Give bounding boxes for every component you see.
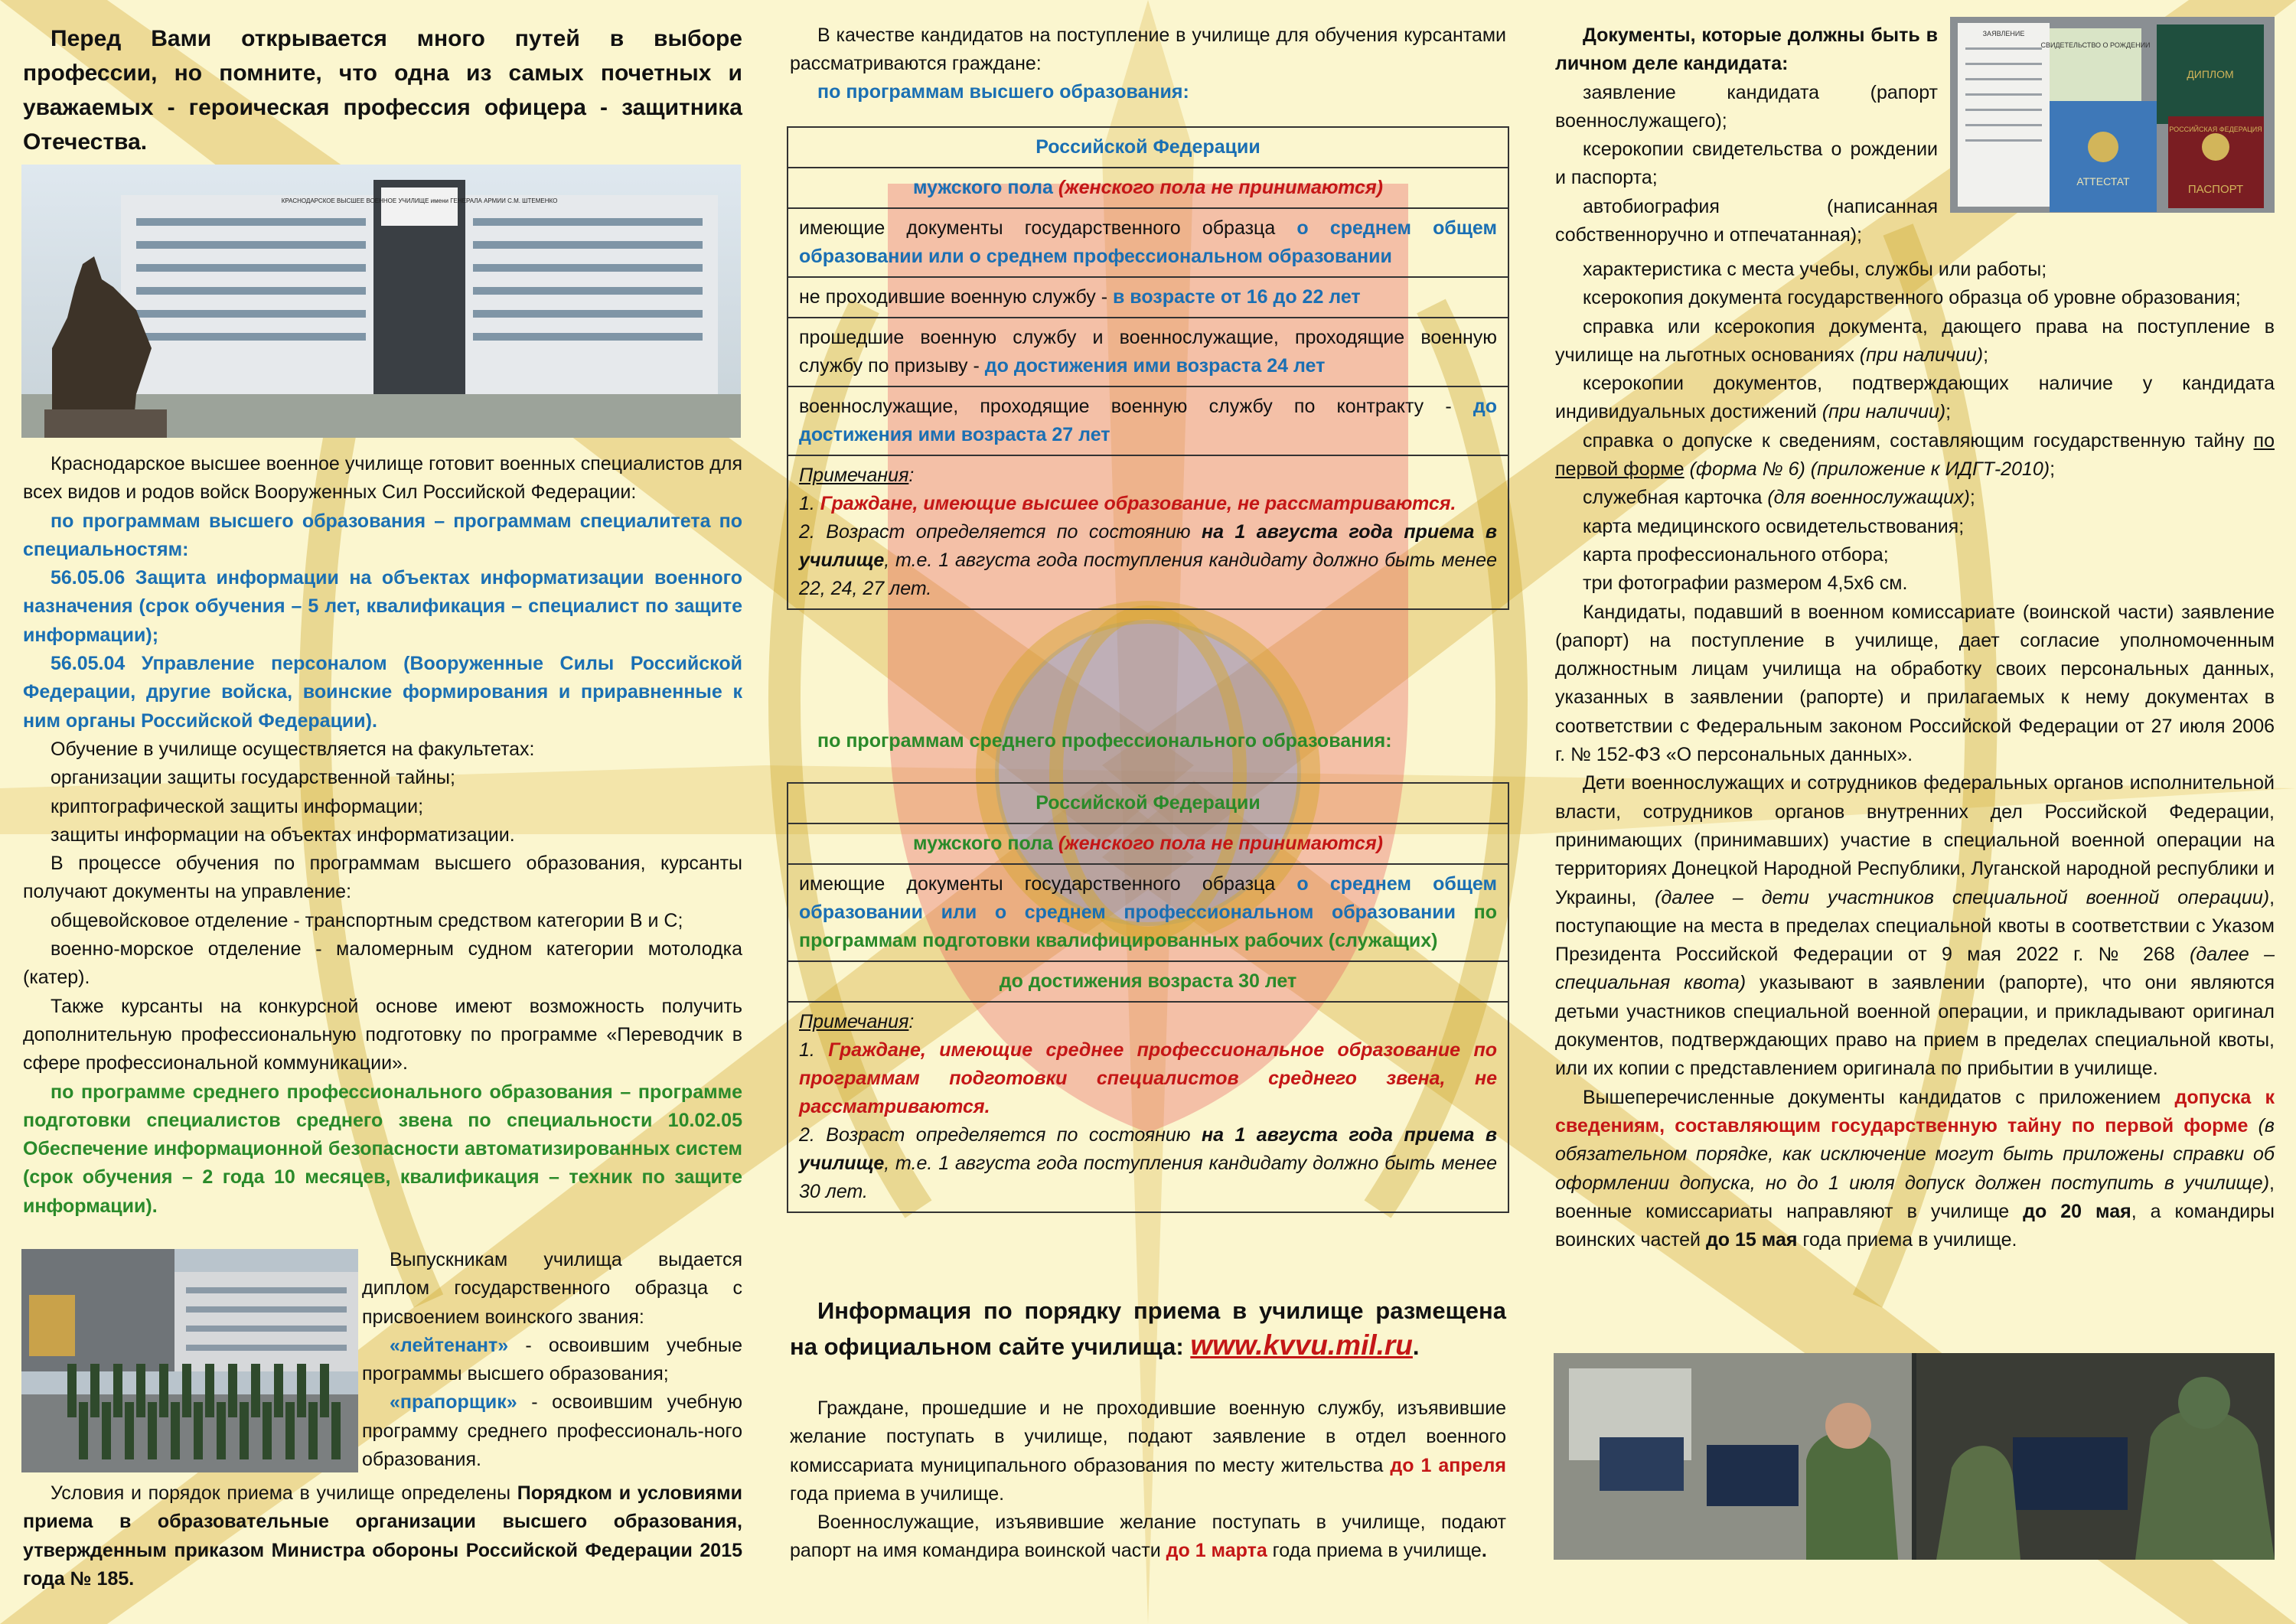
- text-run: до достижения ими возраста 24 лет: [984, 355, 1326, 377]
- text-run: о среднем общем образовании или о среднем профессиональном образовании: [799, 873, 1497, 923]
- deadline-april: до 1 апреля: [1390, 1454, 1506, 1476]
- text-run: на 1 августа года приема в училище: [799, 1124, 1497, 1174]
- text-run: Информация по порядку приема в училище размещена на официальном сайте училища:: [790, 1297, 1506, 1360]
- text-run: Условия и порядок приема в училище определены: [51, 1482, 517, 1504]
- table-row: [788, 387, 1508, 456]
- document-item: [1555, 313, 2275, 370]
- text-run: (форма № 6) (приложение к ИДГТ-2010): [1684, 458, 2050, 481]
- text-run: мужского пола: [912, 177, 1058, 198]
- text-run: года приема в училище.: [1797, 1229, 2017, 1251]
- text-run: военнослужащие, проходящие военную службу по контракту -: [799, 396, 1473, 417]
- notes-title: Примечания: [799, 465, 909, 486]
- deadline-march: до 1 марта: [1166, 1540, 1267, 1562]
- secondary-ed-label: по программам среднего профессионального образования:: [817, 730, 1392, 752]
- text-run: 2. Возраст определяется по состоянию: [799, 521, 1202, 543]
- paragraph: военно-морское отделение - маломерным судном категории мотолодка (катер).: [23, 938, 742, 989]
- text-run: года приема в училище: [1267, 1540, 1482, 1562]
- website-info: [790, 1293, 1506, 1364]
- candidates-intro: [790, 21, 1506, 106]
- rank-description: - освоившим учебную программу среднего профессиональ-ного образования.: [362, 1391, 742, 1471]
- center-panel: [765, 0, 1531, 1624]
- paragraph: В качестве кандидатов на поступление в училище для обучения курсантами рассматриваются граждане:: [790, 24, 1506, 74]
- text-run: (в обязательном порядке, как исключение могут быть приложены справки об оформлении допуска, но до 1 июля допуск должен поступить в училище): [1555, 1114, 2275, 1194]
- flag-emblem: [29, 1295, 75, 1356]
- secondary-ed-requirements-table: [787, 782, 1509, 1213]
- coat-of-arms-icon: [2202, 133, 2229, 161]
- text-run: Граждане, прошедшие и не проходившие военную службу, изъявившие желание поступать в училище, подают заявление в отдел военного комиссариата муниципального образования по месту жительства: [790, 1397, 1506, 1476]
- application-deadlines: [790, 1394, 1506, 1566]
- table-row: [788, 168, 1508, 209]
- documents-photo: [1950, 17, 2275, 213]
- text-run: (для военнослужащих): [1767, 487, 1970, 509]
- text-run: , а командиры воинских частей: [1555, 1200, 2275, 1251]
- text-run: справка о допуске к сведениям, составляющим государственную тайну: [1583, 429, 2254, 452]
- document-item: карта медицинского освидетельствования;: [1583, 515, 1965, 537]
- text-run: 2. Возраст определяется по состоянию: [799, 1124, 1202, 1146]
- document-item: карта профессионального отбора;: [1583, 543, 1889, 566]
- text-run: справка или ксерокопия документа, дающего права на поступление в училище на льготных основаниях: [1555, 315, 2275, 366]
- monitor-icon: [1600, 1437, 1684, 1491]
- table-notes: Примечания: 1. Граждане, имеющие высшее образование, не рассматриваются. 2. Возраст определяется по состоянию на 1 августа года приема в училище, т.е. 1 августа года поступления кандидату должно быть менее 22, 24, 27 лет.: [799, 465, 1497, 599]
- table-row: Российской Федерации: [788, 128, 1508, 168]
- text-run: Граждане, имеющие среднее профессиональное образование по программам подготовки специалистов среднего звена, не рассматриваются.: [799, 1039, 1497, 1117]
- text-run: , т.е. 1 августа года поступления кандидату должно быть менее 30 лет.: [799, 1153, 1497, 1202]
- doc-label-russian-federation: РОССИЙСКАЯ ФЕДЕРАЦИЯ: [2169, 126, 2262, 133]
- required-documents-head: [1555, 21, 1938, 249]
- computer-class-photo: [1554, 1353, 2275, 1560]
- text-run: (при наличии): [1859, 344, 1984, 366]
- text-run: (далее – специальная квота): [1555, 944, 2275, 994]
- text-run: указывают в заявлении (рапорте), что они являются детьми участников специальной военной операции, и прикладывают оригинал документов, подтверждающих право на прием в пределах специальной квоты, или их копии с представлением оригинала по прибытии в училище.: [1555, 972, 2275, 1080]
- table-row: Российской Федерации: [788, 784, 1508, 824]
- table-row: [788, 318, 1508, 387]
- table-row: [788, 209, 1508, 278]
- document-item: заявление кандидата (рапорт военнослужащего);: [1555, 81, 1938, 132]
- text-run: на 1 августа года приема в училище: [799, 521, 1497, 571]
- document-item: ксерокопии свидетельства о рождении и паспорта;: [1555, 139, 1938, 189]
- text-run: , т.е. 1 августа года поступления кандидату должно быть менее 22, 24, 27 лет.: [799, 549, 1497, 599]
- text-run: (при наличии): [1821, 401, 1946, 423]
- building-sign: КРАСНОДАРСКОЕ ВЫСШЕЕ ВОЕННОЕ УЧИЛИЩЕ имени ГЕНЕРАЛА АРМИИ С.М. ШТЕМЕНКО: [281, 197, 558, 204]
- paragraph: Кандидаты, подавший в военном комиссариате (воинской части) заявление (рапорт) на поступление в училище, дает согласие уполномоченным должностным лицам училища на обработку своих персональных данных, указанных в заявлении (рапорте) и прилагаемых к нему документах в соответствии с Федеральным законом Российской Федерации от 27 июля 2006 г. № 152-ФЗ «О персональных данных».: [1555, 601, 2275, 766]
- doc-label-certificate: АТТЕСТАТ: [2076, 175, 2130, 188]
- monitor-icon: [1707, 1445, 1799, 1506]
- rank-lieutenant: «лейтенант»: [390, 1334, 509, 1356]
- faculty-item: организации защиты государственной тайны;: [51, 767, 455, 789]
- table-row: [788, 865, 1508, 962]
- monitor-icon: [2013, 1437, 2128, 1510]
- secondary-ed-specialty: по программе среднего профессионального образования – программе подготовки специалистов среднего звена по специальности 10.02.05 Обеспечение информационной безопасности автоматизированных систем (срок обучения – 2 года 10 месяцев, квалификация – техник по защите информации).: [23, 1081, 742, 1217]
- paragraph: [1555, 769, 2275, 1083]
- text-run: ;: [2050, 458, 2056, 481]
- rank-warrant-officer: «прапорщик»: [390, 1391, 517, 1414]
- text-run: ;: [1969, 487, 1975, 509]
- higher-ed-heading: по программам высшего образования – программам специалитета по специальностям:: [23, 510, 742, 560]
- text-run: имеющие документы государственного образца: [799, 217, 1297, 239]
- text-run: 1.: [799, 493, 820, 514]
- coat-of-arms-icon: [2088, 132, 2118, 162]
- paragraph: общевойсковое отделение - транспортным средством категории В и С;: [51, 909, 683, 931]
- website-link[interactable]: www.kvvu.mil.ru: [1190, 1329, 1413, 1361]
- order-reference: Порядком и условиями приема в образовательные организации высшего образования, утвержденным приказом Министра обороны Российской Федерации 2015 года № 185.: [23, 1482, 742, 1590]
- rank-description: - освоившим учебные программы высшего образования;: [362, 1334, 742, 1385]
- text-run: 1.: [799, 1039, 829, 1061]
- text-run: Дети военнослужащих и сотрудников федеральных органов исполнительной власти, сотрудников органов внутренних дел Российской Федерации, принимающих (принимавших) участие в специальной военной операции на территориях Донецкой Народной Республики, Луганской народной республики и Украины,: [1555, 772, 2275, 908]
- table-row: [788, 278, 1508, 318]
- paragraph: Выпускникам училища выдается диплом государственного образца с присвоением воинского звания:: [362, 1249, 742, 1328]
- documents-title: Документы, которые должны быть в личном деле кандидата:: [1555, 24, 1938, 75]
- faculty-item: криптографической защиты информации;: [51, 795, 424, 817]
- text-run: допуска к сведениям, составляющим государственную тайну по первой форме: [1555, 1086, 2275, 1136]
- specialty-56-05-04: 56.05.04 Управление персоналом (Вооруженные Силы Российской Федерации, другие войска, воинские формирования и приравненные к ним органы Российской Федерации).: [23, 653, 742, 732]
- deadline-may-20: до 20 мая: [2023, 1200, 2131, 1222]
- text-run: до достижения ими возраста 27 лет: [799, 396, 1497, 445]
- required-documents-list: [1555, 256, 2275, 1254]
- text-run: мужского пола: [912, 833, 1058, 854]
- doc-label-application: ЗАЯВЛЕНИЕ: [1982, 30, 2025, 38]
- table-row: до достижения возраста 30 лет: [788, 962, 1508, 1003]
- higher-ed-label: по программам высшего образования:: [817, 81, 1189, 103]
- document-item: характеристика с места учебы, службы или работы;: [1583, 259, 2047, 280]
- text-run: не проходившие военную службу -: [799, 286, 1113, 308]
- text-run: (женского пола не принимаются): [1058, 177, 1384, 198]
- text-run: имеющие документы государственного образца: [799, 873, 1297, 895]
- doc-label-diploma: ДИПЛОМ: [2187, 68, 2234, 80]
- text-run: Граждане, имеющие высшее образование, не рассматриваются.: [820, 493, 1456, 514]
- higher-ed-requirements-table: [787, 126, 1509, 610]
- text-run: о среднем общем образовании или о среднем профессиональном образовании: [799, 217, 1497, 267]
- graduate-ranks: [362, 1246, 742, 1474]
- building-photo: [21, 165, 741, 438]
- paragraph: В процессе обучения по программам высшего образования, курсанты получают документы на управление:: [23, 853, 742, 903]
- text-run: .: [1412, 1333, 1420, 1360]
- text-run: по программам подготовки квалифицированных рабочих (служащих): [799, 902, 1497, 951]
- text-run: (далее – дети участников специальной военной операции): [1655, 886, 2270, 908]
- document-item: [1555, 370, 2275, 427]
- doc-label-passport: ПАСПОРТ: [2187, 183, 2244, 196]
- document-item: [1555, 484, 2275, 512]
- deadline-may-15: до 15 мая: [1705, 1229, 1798, 1251]
- document-item: [1555, 427, 2275, 484]
- intro-heading: Перед Вами открывается много путей в выборе профессии, но помните, что одна из самых почетных и уважаемых - героическая профессия офицера - защитника Отечества.: [23, 26, 742, 155]
- notes-title: Примечания: [799, 1011, 909, 1032]
- text-run: Военнослужащие, изъявившие желание поступать в училище, подают рапорт на имя командира воинской части: [790, 1511, 1506, 1562]
- text-run: года приема в училище.: [790, 1482, 1005, 1505]
- faculty-item: защиты информации на объектах информатизации.: [51, 823, 515, 846]
- text-run: в возрасте от 16 до 22 лет: [1112, 286, 1361, 308]
- table-notes: Примечания: 1. Граждане, имеющие среднее профессиональное образование по программам подготовки специалистов среднего звена, не рассматриваются. 2. Возраст определяется по состоянию на 1 августа года приема в училище, т.е. 1 августа года поступления кандидату должно быть менее 30 лет.: [799, 1011, 1497, 1202]
- text-run: ксерокопии документов, подтверждающих наличие у кандидата индивидуальных достижений: [1555, 373, 2275, 423]
- document-item: три фотографии размером 4,5х6 см.: [1583, 572, 1908, 595]
- paragraph: Также курсанты на конкурсной основе имеют возможность получить дополнительную профессиональную подготовку по программе «Переводчик в сфере профессиональной коммуникации».: [23, 995, 742, 1075]
- paragraph: Обучение в училище осуществляется на факультетах:: [51, 738, 535, 760]
- text-run: по первой форме: [1555, 429, 2275, 481]
- text-run: прошедшие военную службу и военнослужащие, проходящие военную службу по призыву -: [799, 327, 1497, 377]
- document-item: автобиография (написанная собственноручно и отпечатанная);: [1555, 195, 1938, 246]
- doc-label-birth-cert: СВИДЕТЕЛЬСТВО О РОЖДЕНИИ: [2040, 41, 2151, 49]
- text-run: ;: [1983, 344, 1989, 366]
- text-run: служебная карточка: [1583, 487, 1768, 509]
- text-run: , поступающие на места в пределах специальной квоты в соответствии с Указом Президента Российской Федерации от 9 мая 2022 г. № 268: [1555, 886, 2275, 966]
- text-run: .: [1481, 1540, 1487, 1562]
- right-panel: [1531, 0, 2296, 1624]
- admission-rules: [23, 1479, 742, 1593]
- paragraph: Краснодарское высшее военное училище готовит военных специалистов для всех видов и родов войск Вооруженных Сил Российской Федерации:: [23, 453, 742, 504]
- text-run: , военные комиссариаты направляют в училище: [1555, 1172, 2275, 1222]
- text-run: (женского пола не принимаются): [1058, 833, 1384, 854]
- text-run: ;: [1945, 401, 1952, 423]
- left-panel: [0, 0, 765, 1624]
- text-run: Вышеперечисленные документы кандидатов с приложением: [1583, 1086, 2175, 1108]
- specialty-56-05-06: 56.05.06 Защита информации на объектах информатизации военного назначения (срок обучения – 5 лет, квалификация – специалист по защите информации);: [23, 567, 742, 646]
- paragraph: [1555, 1084, 2275, 1255]
- document-item: ксерокопия документа государственного образца об уровне образования;: [1583, 287, 2241, 309]
- table-row: [788, 824, 1508, 865]
- parade-photo: [21, 1249, 358, 1472]
- school-description: [23, 450, 742, 1221]
